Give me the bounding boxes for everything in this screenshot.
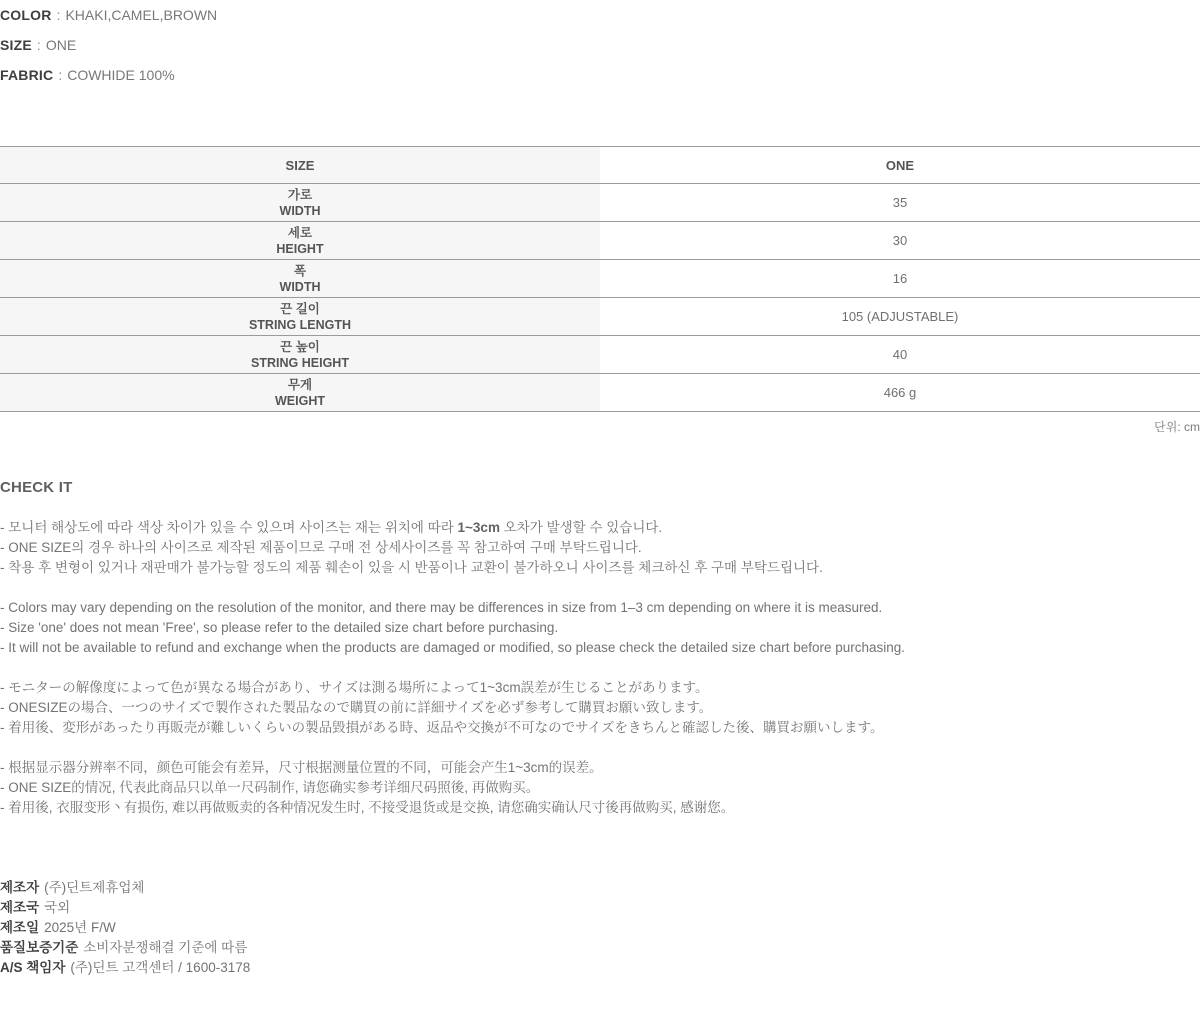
note-line: - Size 'one' does not mean 'Free', so please refer to the detailed size chart before purchasing.	[0, 620, 559, 635]
notes-korean	[0, 518, 1200, 578]
color-info-row	[0, 0, 1200, 30]
size-label: SIZE	[0, 37, 32, 53]
note-text-bold: 1~3cm	[457, 520, 500, 535]
manufacturer-value: 국외	[44, 900, 71, 915]
row-label-cell	[0, 298, 600, 335]
row-label-english: WIDTH	[279, 279, 321, 294]
row-label-cell	[0, 184, 600, 221]
manufacturer-row	[0, 958, 1200, 978]
color-separator: :	[56, 7, 61, 23]
manufacturer-row	[0, 878, 1200, 898]
note-line: - ONESIZEの場合、一つのサイズで製作された製品なので購買の前に詳細サイズを必ず参考して購買お願い致します。	[0, 700, 713, 715]
manufacturer-value: 소비자분쟁해결 기준에 따름	[83, 940, 248, 955]
manufacturer-label: 제조국	[0, 900, 40, 915]
size-table-header-row	[0, 147, 1200, 184]
row-value-cell: 40	[600, 336, 1200, 373]
table-row	[0, 374, 1200, 412]
note-line: - ONE SIZE的情况, 代表此商品只以单一尺码制作, 请您确实参考详细尺码照後, 再做购买。	[0, 780, 540, 795]
color-value: KHAKI,CAMEL,BROWN	[65, 7, 218, 23]
row-label-english: STRING LENGTH	[248, 317, 352, 332]
size-table-header-value: ONE	[600, 147, 1200, 183]
row-label-cell	[0, 336, 600, 373]
note-line: - 着用後、変形があったり再販売が難しいくらいの製品毀損がある時、返品や交換が不可なのでサイズをきちんと確認した後、購買お願いします。	[0, 720, 884, 735]
table-row	[0, 336, 1200, 374]
manufacturer-row	[0, 918, 1200, 938]
manufacturer-row	[0, 898, 1200, 918]
row-value-cell: 35	[600, 184, 1200, 221]
row-label-cell	[0, 222, 600, 259]
manufacturer-label: 품질보증기준	[0, 940, 79, 955]
table-row	[0, 222, 1200, 260]
row-value-cell: 466 g	[600, 374, 1200, 411]
row-label-korean: 폭	[293, 263, 307, 278]
color-label: COLOR	[0, 7, 52, 23]
table-row	[0, 298, 1200, 336]
note-line	[0, 518, 1200, 538]
manufacturer-value: (주)딘트 고객센터 / 1600-3178	[70, 960, 251, 975]
note-line: - Colors may vary depending on the resolution of the monitor, and there may be differences in size from 1–3 cm depending on where it is measured.	[0, 600, 883, 615]
fabric-separator: :	[58, 67, 63, 83]
table-row	[0, 184, 1200, 222]
notes-english	[0, 598, 1200, 658]
table-row	[0, 260, 1200, 298]
manufacturer-value: (주)딘트제휴업체	[44, 880, 145, 895]
row-label-korean: 가로	[287, 187, 313, 202]
row-label-english: WIDTH	[279, 203, 321, 218]
unit-note: 단위: cm	[1154, 420, 1200, 434]
row-label-korean: 끈 길이	[280, 301, 320, 316]
row-value-cell: 16	[600, 260, 1200, 297]
row-label-cell	[0, 374, 600, 411]
note-line: - ONE SIZE의 경우 하나의 사이즈로 제작된 제품이므로 구매 전 상세사이즈를 꼭 참고하여 구매 부탁드립니다.	[0, 540, 642, 555]
row-label-korean: 무게	[287, 377, 313, 392]
row-value-cell: 105 (ADJUSTABLE)	[600, 298, 1200, 335]
row-value-cell: 30	[600, 222, 1200, 259]
note-line: - モニターの解像度によって色が異なる場合があり、サイズは測る場所によって1~3cm誤差が生じることがあります。	[0, 680, 709, 695]
note-text: 오차가 발생할 수 있습니다.	[499, 520, 663, 535]
notes-japanese	[0, 678, 1200, 738]
fabric-info-row	[0, 60, 1200, 90]
manufacturer-label: 제조자	[0, 880, 40, 895]
manufacturer-label: 제조일	[0, 920, 40, 935]
size-separator: :	[36, 37, 41, 53]
row-label-english: HEIGHT	[276, 241, 324, 256]
size-chart-table	[0, 146, 1200, 412]
note-line: - 착용 후 변형이 있거나 재판매가 불가능할 정도의 제품 훼손이 있을 시 반품이나 교환이 불가하오니 사이즈를 체크하신 후 구매 부탁드립니다.	[0, 560, 823, 575]
product-info-block	[0, 0, 1200, 90]
note-text: - 모니터 해상도에 따라 색상 차이가 있을 수 있으며 사이즈는 재는 위치에 따라	[0, 520, 458, 535]
fabric-label: FABRIC	[0, 67, 54, 83]
row-label-korean: 끈 높이	[280, 339, 320, 354]
check-it-title: CHECK IT	[0, 479, 73, 496]
size-value: ONE	[45, 37, 77, 53]
note-line: - 着用後, 衣服变形丶有损伤, 难以再做贩卖的各种情况发生时, 不接受退货或是交换, 请您确实确认尺寸後再做购买, 感谢您。	[0, 800, 735, 815]
note-line: - It will not be available to refund and exchange when the products are damaged or modified, so please check the detailed size chart before purchasing.	[0, 640, 906, 655]
note-line: - 根据显示器分辨率不同，颜色可能会有差异，尺寸根据测量位置的不同，可能会产生1~3cm的误差。	[0, 760, 603, 775]
row-label-english: WEIGHT	[275, 393, 325, 408]
notes-chinese	[0, 758, 1200, 818]
manufacturer-row	[0, 938, 1200, 958]
fabric-value: COWHIDE 100%	[67, 67, 175, 83]
size-table-header-label: SIZE	[0, 147, 600, 183]
manufacturer-info-block	[0, 878, 1200, 978]
size-info-row	[0, 30, 1200, 60]
row-label-english: STRING HEIGHT	[251, 355, 349, 370]
manufacturer-label: A/S 책임자	[0, 960, 66, 975]
row-label-korean: 세로	[287, 225, 313, 240]
manufacturer-value: 2025년 F/W	[44, 920, 116, 935]
row-label-cell	[0, 260, 600, 297]
